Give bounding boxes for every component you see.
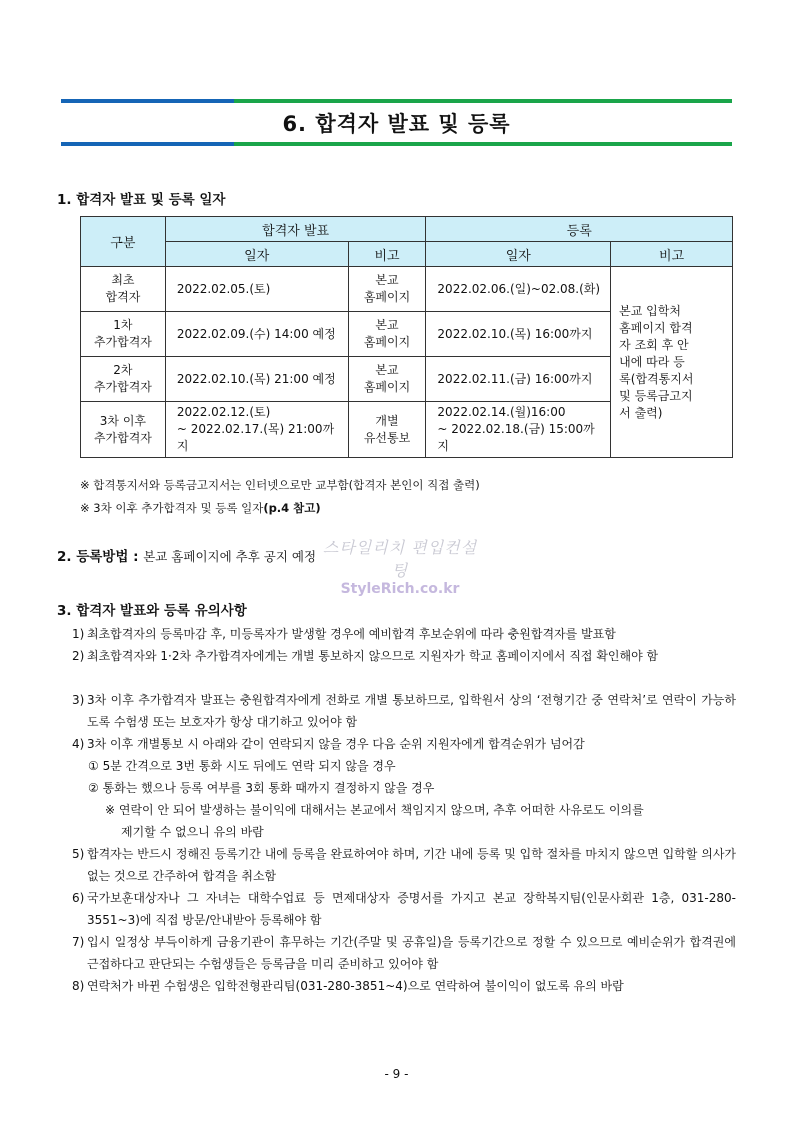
title-bar-top bbox=[61, 99, 732, 103]
row-category: 3차 이후 추가합격자 bbox=[81, 402, 166, 458]
list-item: 3) 3차 이후 추가합격자 발표는 충원합격자에게 전화로 개별 통보하므로, 입학원서 상의 ‘전형기간 중 연락처’로 연락이 가능하도록 수험생 또는 보호자가 항상 대기하고 있어야 함 bbox=[72, 693, 736, 729]
list-item: 1) 최초합격자의 등록마감 후, 미등록자가 발생할 경우에 예비합격 후보순위에 따라 충원합격자를 발표함 bbox=[72, 627, 616, 641]
group-register-header: 등록 bbox=[426, 217, 733, 242]
list-item: 8) 연락처가 바뀐 수험생은 입학전형관리팀(031-280-3851~4)으로 연락하여 불이익이 없도록 유의 바람 bbox=[72, 979, 624, 993]
row-category: 2차 추가합격자 bbox=[81, 357, 166, 402]
sub-item: ① 5분 간격으로 3번 통화 시도 뒤에도 연락 되지 않을 경우 bbox=[88, 759, 396, 773]
row-announce-date: 2022.02.10.(목) 21:00 예정 bbox=[165, 357, 348, 402]
row-register-date: 2022.02.06.(일)~02.08.(화) bbox=[426, 267, 611, 312]
row-announce-date: 2022.02.09.(수) 14:00 예정 bbox=[165, 312, 348, 357]
title-bar-bottom bbox=[61, 142, 732, 146]
sub-item: ② 통화는 했으나 등록 여부를 3회 통화 때까지 결정하지 않을 경우 bbox=[88, 781, 435, 795]
row-announce-note: 본교 홈페이지 bbox=[348, 357, 426, 402]
sub-item-note: 제기할 수 없으니 유의 바람 bbox=[121, 825, 264, 839]
register-note-cell: 본교 입학처 홈페이지 합격 자 조회 후 안 내에 따라 등 록(합격통지서 및 등록금고지 서 출력) bbox=[611, 267, 733, 458]
section1-heading: 1. 합격자 발표 및 등록 일자 bbox=[57, 192, 226, 208]
section3-heading: 3. 합격자 발표와 등록 유의사항 bbox=[57, 603, 247, 619]
list-item: 4) 3차 이후 개별통보 시 아래와 같이 연락되지 않을 경우 다음 순위 지원자에게 합격순위가 넘어감 bbox=[72, 737, 585, 751]
sub-item-note: ※ 연락이 안 되어 발생하는 불이익에 대해서는 본교에서 책임지지 않으며, 추후 어떠한 사유로도 이의를 bbox=[105, 803, 644, 817]
page-title: 6. 합격자 발표 및 등록 bbox=[282, 112, 511, 136]
table-row bbox=[81, 267, 733, 312]
row-register-date: 2022.02.14.(월)16:00 ~ 2022.02.18.(금) 15:00까지 bbox=[426, 402, 611, 458]
row-category: 1차 추가합격자 bbox=[81, 312, 166, 357]
group-announce-header: 합격자 발표 bbox=[165, 217, 426, 242]
list-item: 5) 합격자는 반드시 정해진 등록기간 내에 등록을 완료하여야 하며, 기간 내에 등록 및 입학 절차를 마치지 않으면 입학할 의사가 없는 것으로 간주하여 합격을 취소함 bbox=[72, 847, 736, 883]
col-announce-date-header: 일자 bbox=[165, 242, 348, 267]
row-announce-note: 본교 홈페이지 bbox=[348, 267, 426, 312]
row-announce-date: 2022.02.12.(토) ~ 2022.02.17.(목) 21:00까지 bbox=[165, 402, 348, 458]
col-register-date-header: 일자 bbox=[426, 242, 611, 267]
row-announce-note: 개별 유선통보 bbox=[348, 402, 426, 458]
row-category: 최초 합격자 bbox=[81, 267, 166, 312]
list-item: 7) 입시 일정상 부득이하게 금융기관이 휴무하는 기간(주말 및 공휴일)을 등록기간으로 정할 수 있으므로 예비순위가 합격권에 근접하다고 판단되는 수험생들은 등록금을 미리 준비하고 있어야 함 bbox=[72, 935, 736, 971]
note-online-issue: ※ 합격통지서와 등록금고지서는 인터넷으로만 교부함(합격자 본인이 직접 출력) bbox=[80, 478, 480, 492]
section2-heading: 2. 등록방법 : 본교 홈페이지에 추후 공지 예정 bbox=[57, 549, 317, 565]
list-item: 6) 국가보훈대상자나 그 자녀는 대학수업료 등 면제대상자 증명서를 가지고 본교 장학복지팀(인문사회관 1층, 031-280-3551~3)에 직접 방문/안내받아 등록해야 함 bbox=[72, 891, 736, 927]
row-register-date: 2022.02.11.(금) 16:00까지 bbox=[426, 357, 611, 402]
list-item: 2) 최초합격자와 1·2차 추가합격자에게는 개별 통보하지 않으므로 지원자가 학교 홈페이지에서 직접 확인해야 함 bbox=[72, 649, 659, 663]
page-number: - 9 - bbox=[384, 1067, 409, 1081]
schedule-table bbox=[80, 216, 733, 458]
watermark: 스타일리치 편입컨설팅 StyleRich.co.kr bbox=[322, 538, 478, 597]
col-category-header: 구분 bbox=[81, 217, 166, 267]
col-announce-note-header: 비고 bbox=[348, 242, 426, 267]
row-announce-date: 2022.02.05.(토) bbox=[165, 267, 348, 312]
row-register-date: 2022.02.10.(목) 16:00까지 bbox=[426, 312, 611, 357]
row-announce-note: 본교 홈페이지 bbox=[348, 312, 426, 357]
note-additional-schedule: ※ 3차 이후 추가합격자 및 등록 일자(p.4 참고) bbox=[80, 501, 321, 515]
col-register-note-header: 비고 bbox=[611, 242, 733, 267]
